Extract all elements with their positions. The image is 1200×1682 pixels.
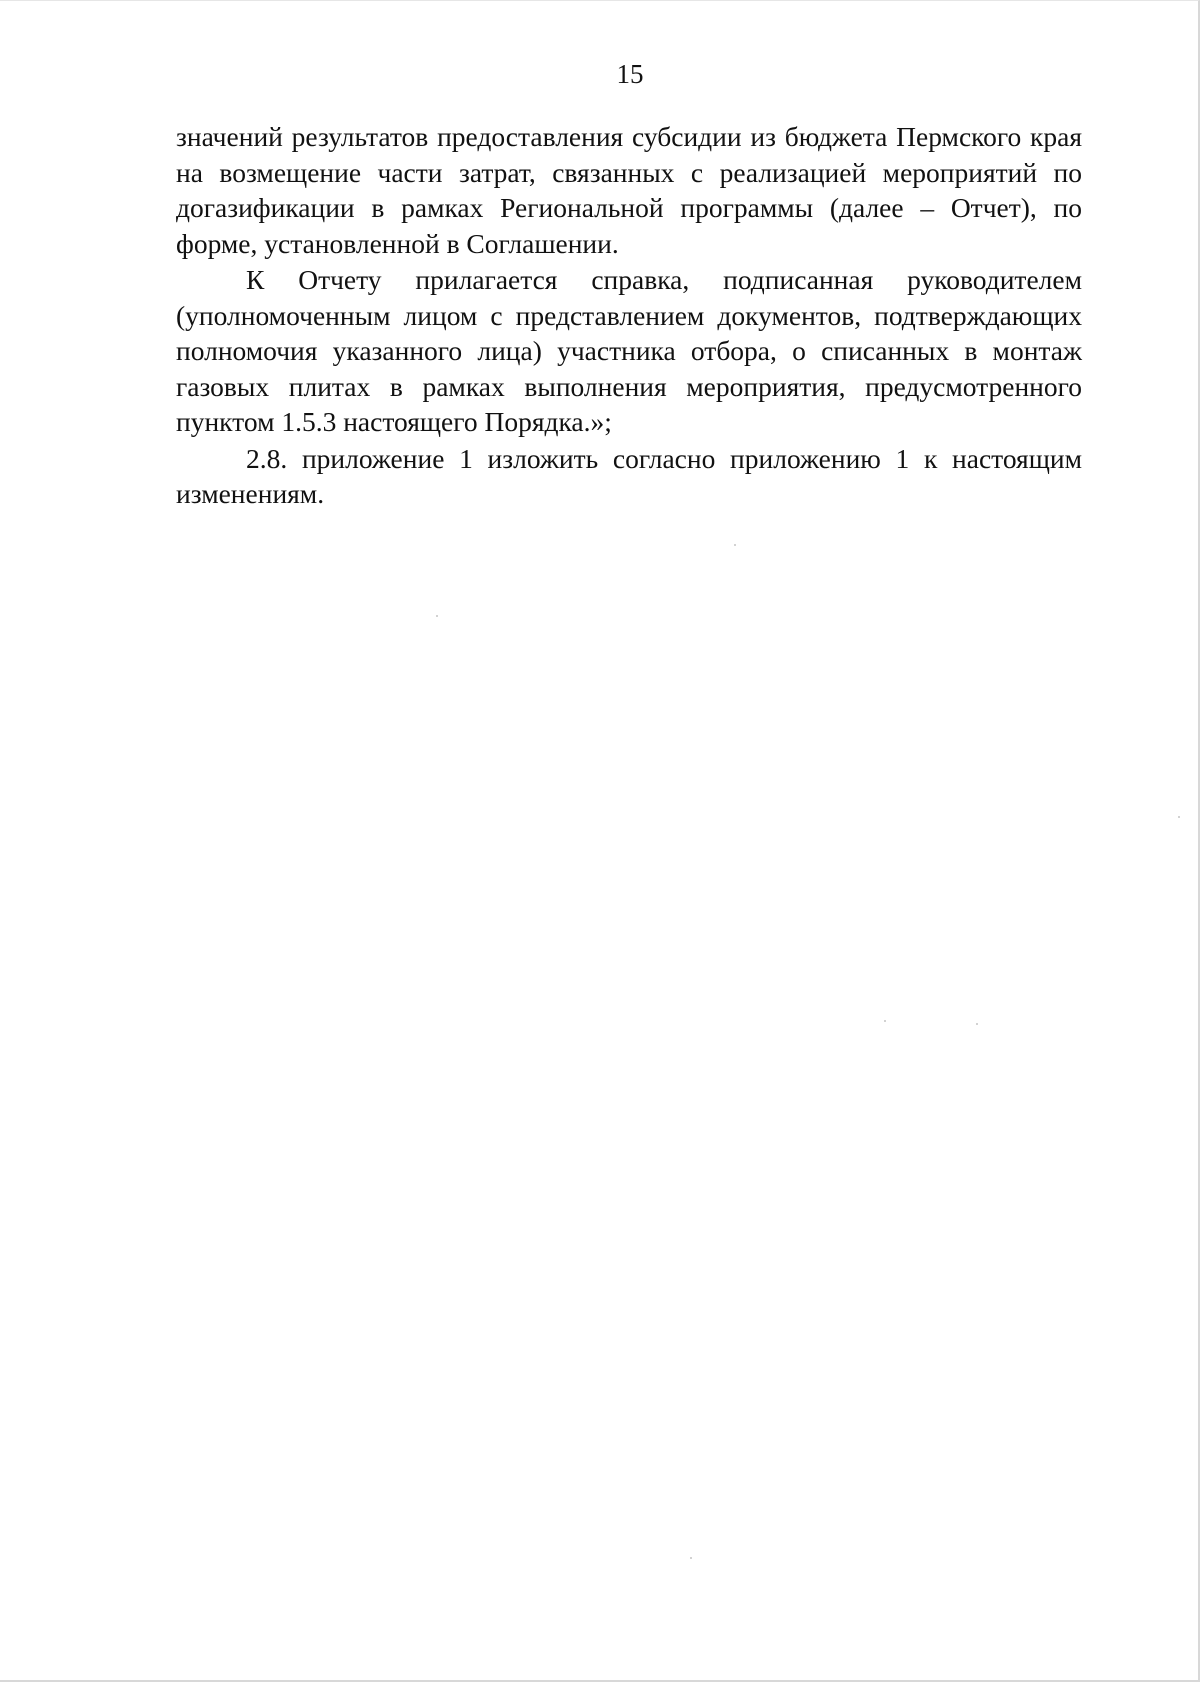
document-body [176, 119, 1082, 513]
page-number: 15 [616, 59, 644, 89]
paragraph-report-attachment: К Отчету прилагается справка, подписанная руководителем (уполномоченным лицом с представлением документов, подтверждающих полномочия указанного лица) участника отбора, о списанных в монтаж газовых плитах в рамках выполнения мероприятия, предусмотренного пунктом 1.5.3 настоящего Порядка.»; [176, 264, 1082, 437]
scan-speck [690, 1557, 692, 1559]
paragraph-item-2-8: 2.8. приложение 1 изложить согласно приложению 1 к настоящим изменениям. [176, 442, 1082, 509]
scan-speck [1178, 816, 1180, 818]
scan-speck [976, 1023, 978, 1025]
paragraph-continuation: значений результатов предоставления субсидии из бюджета Пермского края на возмещение части затрат, связанных с реализацией мероприятий по догазификации в рамках Региональной программы (далее – Отчет), по форме, установленной в Соглашении. [176, 121, 1082, 259]
scan-speck [734, 544, 736, 546]
scan-speck [436, 615, 438, 617]
scan-speck [884, 1020, 886, 1022]
